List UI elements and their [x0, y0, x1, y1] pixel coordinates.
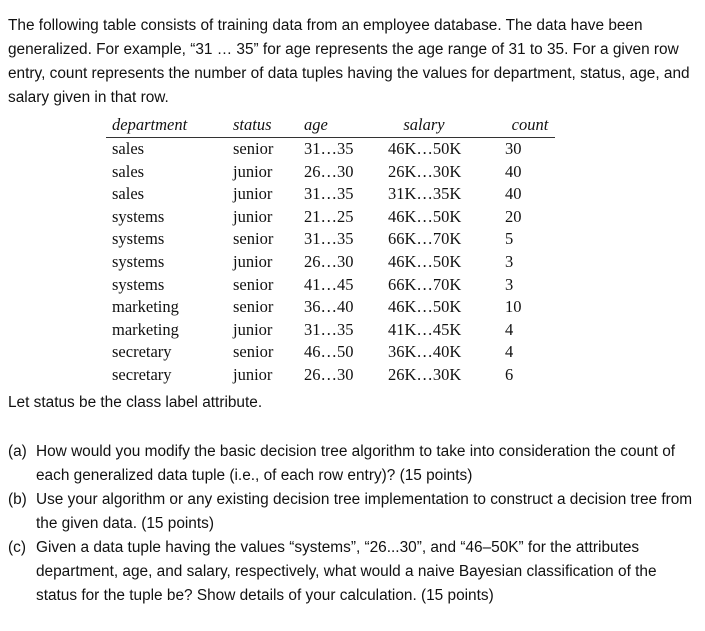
question-marker: (a) — [8, 443, 27, 460]
cell-department: sales — [112, 184, 145, 204]
table-row — [106, 251, 555, 274]
cell-age: 26…30 — [304, 161, 354, 181]
cell-status: junior — [233, 184, 273, 204]
cell-salary: 26K…30K — [388, 161, 462, 181]
cell-salary: 31K…35K — [388, 184, 462, 204]
cell-status: junior — [233, 251, 273, 271]
cell-status: senior — [233, 274, 274, 294]
intro-paragraph — [8, 14, 698, 110]
cell-salary: 36K…40K — [388, 342, 462, 362]
question-marker: (b) — [8, 491, 27, 508]
cell-age: 31…35 — [304, 229, 354, 249]
class-label-note: Let status be the class label attribute. — [8, 394, 263, 411]
header-department: department — [112, 115, 188, 134]
cell-department: marketing — [112, 297, 179, 317]
cell-status: junior — [233, 364, 273, 384]
cell-status: senior — [233, 297, 274, 317]
question-c — [8, 536, 698, 608]
cell-age: 31…35 — [304, 319, 354, 339]
cell-status: junior — [233, 161, 273, 181]
cell-salary: 41K…45K — [388, 319, 462, 339]
cell-salary: 26K…30K — [388, 364, 462, 384]
table-row — [106, 274, 555, 297]
cell-status: senior — [233, 139, 274, 158]
cell-age: 26…30 — [304, 251, 354, 271]
cell-count: 30 — [505, 139, 522, 158]
cell-department: sales — [112, 161, 145, 181]
cell-age: 46…50 — [304, 342, 354, 362]
cell-count: 4 — [505, 342, 514, 362]
question-b — [8, 488, 698, 536]
question-text: How would you modify the basic decision tree algorithm to take into consideration the count of each generalized data tuple (i.e., of each row entry)? (15 points) — [36, 443, 676, 484]
cell-count: 3 — [505, 274, 514, 294]
question-list — [8, 440, 698, 608]
cell-salary: 66K…70K — [388, 229, 462, 249]
cell-age: 31…35 — [304, 184, 354, 204]
cell-count: 6 — [505, 364, 514, 384]
cell-count: 40 — [505, 184, 522, 204]
cell-count: 40 — [505, 161, 522, 181]
question-a — [8, 440, 698, 488]
table-body — [106, 138, 555, 387]
table-row — [106, 183, 555, 206]
table-row — [106, 319, 555, 342]
table-header-row — [106, 113, 555, 138]
cell-count: 4 — [505, 319, 514, 339]
cell-count: 10 — [505, 297, 522, 317]
question-text: Use your algorithm or any existing decision tree implementation to construct a decision tree from the given data. (15 points) — [36, 491, 693, 532]
table-row — [106, 296, 555, 319]
cell-department: systems — [112, 229, 165, 249]
cell-salary: 46K…50K — [388, 206, 462, 226]
cell-status: senior — [233, 342, 274, 362]
question-marker: (c) — [8, 539, 26, 556]
intro-text: The following table consists of training data from an employee database. The data have been generalized. For example, “31 … 35” for age represents the age range of 31 to 35. For a given row entry, count represents the number of data tuples having the values for department, status, age, and salary given in that row. — [8, 17, 690, 106]
header-salary: salary — [403, 115, 445, 134]
table-row — [106, 228, 555, 251]
cell-status: junior — [233, 319, 273, 339]
header-count: count — [511, 115, 549, 134]
cell-salary: 46K…50K — [388, 297, 462, 317]
cell-salary: 66K…70K — [388, 274, 462, 294]
cell-salary: 46K…50K — [388, 251, 462, 271]
table-row — [106, 364, 555, 387]
header-age: age — [304, 115, 328, 134]
cell-salary: 46K…50K — [388, 139, 462, 158]
cell-count: 3 — [505, 251, 514, 271]
cell-age: 26…30 — [304, 364, 354, 384]
header-status: status — [233, 115, 272, 134]
cell-age: 21…25 — [304, 206, 354, 226]
table-row — [106, 341, 555, 364]
cell-age: 36…40 — [304, 297, 354, 317]
cell-count: 5 — [505, 229, 514, 249]
cell-age: 41…45 — [304, 274, 354, 294]
table-row — [106, 138, 555, 161]
cell-department: systems — [112, 251, 165, 271]
table-row — [106, 161, 555, 184]
cell-department: sales — [112, 139, 145, 158]
training-data-table — [106, 113, 555, 387]
cell-count: 20 — [505, 206, 522, 226]
cell-department: systems — [112, 274, 165, 294]
cell-department: marketing — [112, 319, 179, 339]
question-text: Given a data tuple having the values “systems”, “26...30”, and “46–50K” for the attributes department, age, and salary, respectively, what would a naive Bayesian classification of the status for the tuple be? Show details of your calculation. (15 points) — [36, 539, 657, 604]
cell-status: senior — [233, 229, 274, 249]
cell-status: junior — [233, 206, 273, 226]
cell-department: systems — [112, 206, 165, 226]
cell-department: secretary — [112, 364, 172, 384]
table-row — [106, 206, 555, 229]
cell-age: 31…35 — [304, 139, 354, 158]
cell-department: secretary — [112, 342, 172, 362]
